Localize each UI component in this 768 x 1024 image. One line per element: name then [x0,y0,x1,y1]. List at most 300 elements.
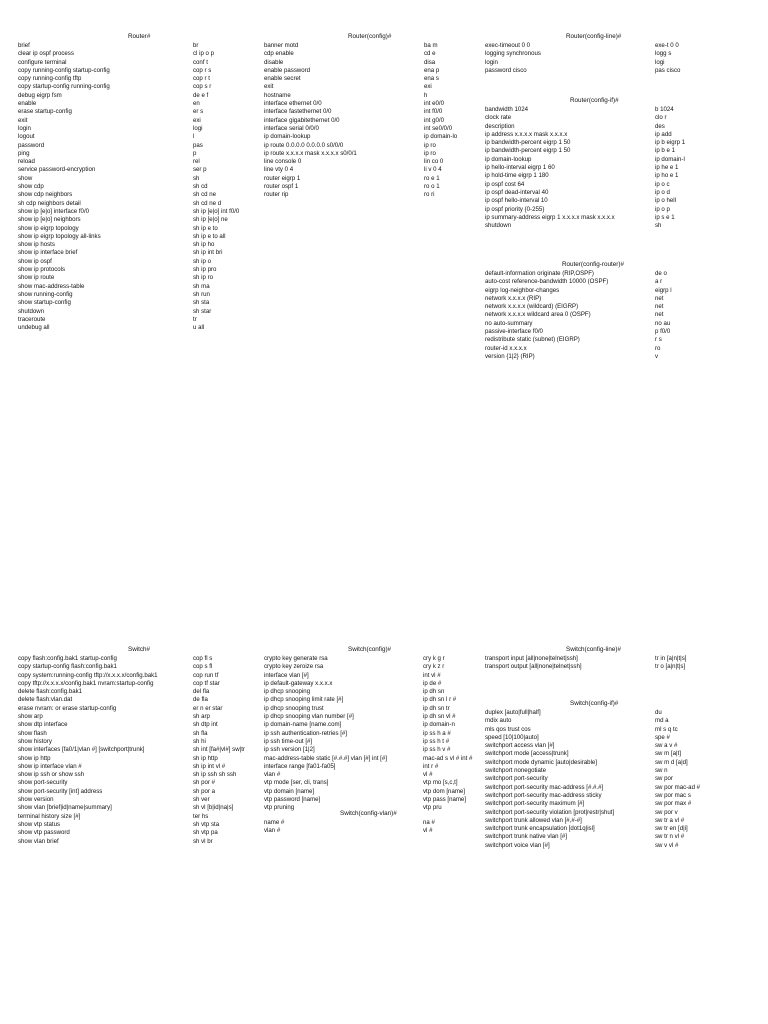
command-abbreviation: sh [193,174,200,182]
command-row [485,59,735,67]
command-text: show ip [e|o] neighbors [18,216,81,224]
command-abbreviation: ip ro [424,141,436,149]
command-abbreviation: l [193,133,195,141]
command-row [18,813,263,821]
command-abbreviation: b 1024 [655,106,674,113]
command-text: show cdp neighbors [18,191,73,199]
command-row [264,827,484,835]
command-row [18,788,263,796]
command-row [18,150,258,158]
command-abbreviation: sw m [a|t] [655,750,681,758]
command-row [264,746,484,754]
command-abbreviation: sh int [fa#|vl#] sw|tr [193,746,245,754]
command-abbreviation: sh [655,222,662,230]
command-row [264,42,484,50]
command-text: copy system:running-config tftp://x.x.x.x/config.bak1 [18,671,158,679]
command-row [18,730,263,738]
command-text: ip bandwidth-percent eigrp 1 50 [485,147,571,155]
command-row [18,200,258,208]
command-text: disable [264,58,284,66]
command-row [264,100,484,108]
command-list [18,42,258,332]
command-row [485,278,735,286]
command-row [18,133,258,141]
command-abbreviation: vtp pass [name] [423,796,467,804]
command-abbreviation: sh fla [193,729,208,737]
command-row [485,50,735,58]
command-abbreviation: de e f [193,91,209,99]
command-abbreviation: ip de # [423,679,442,687]
command-text: ip domain-name [name.com] [264,721,342,729]
command-text: ip hello-interval eigrp 1 60 [485,164,555,172]
command-abbreviation: sh ip pro [193,266,217,274]
command-abbreviation: ip ss h t # [423,737,450,745]
command-row [264,779,484,787]
command-abbreviation: ena s [424,75,439,83]
command-row [264,730,484,738]
command-text: crypto key zeroize rsa [264,663,324,671]
command-text: clock rate [485,114,512,122]
command-row [485,114,735,122]
command-abbreviation: logi [193,124,203,132]
command-row [264,75,484,83]
command-abbreviation: tr o [a|n|t|s] [655,663,686,671]
command-abbreviation: ip domain-l [655,155,685,163]
command-row [18,142,258,150]
command-abbreviation: h [424,91,428,99]
command-text: switchport mode [access|trunk] [485,750,569,758]
command-list [264,42,484,200]
command-text: ip ospf cost 64 [485,180,525,188]
command-text: show vlan brief [18,837,59,845]
command-text: shutdown [485,222,512,230]
command-text: copy startup-config flash:config.bak1 [18,663,117,671]
command-text: show vlan [brief|id|name|summary] [18,804,112,812]
command-abbreviation: vl # [423,771,433,779]
command-row [264,191,484,199]
command-row [18,324,258,332]
command-text: configure terminal [18,58,67,66]
command-abbreviation: li v 0 4 [424,166,442,174]
command-abbreviation: sh por # [193,779,216,787]
command-abbreviation: exi [193,116,201,124]
command-text: exec-timeout 0 0 [485,42,531,49]
command-text: show ip ssh or show ssh [18,771,85,779]
command-text: show flash [18,729,47,737]
command-text: interface vlan [#] [264,671,309,679]
command-text: show running-config [18,290,73,298]
command-abbreviation: ip ho e 1 [655,172,679,180]
command-abbreviation: sh por a [193,787,216,795]
command-list [264,655,484,813]
command-text: show arp [18,713,43,721]
command-row [485,206,735,214]
command-text: show ip ospf [18,257,52,265]
command-text: show ip protocols [18,266,66,274]
command-abbreviation: ip s e 1 [655,213,675,221]
command-text: ip default-gateway x.x.x.x [264,679,333,687]
command-row [485,775,735,783]
command-abbreviation: sh ip e to [193,224,218,232]
command-row [264,150,484,158]
command-abbreviation: sw tr n vl # [655,833,685,841]
command-abbreviation: sh ip o [193,257,211,265]
command-abbreviation: cry k z r [423,663,445,671]
command-abbreviation: no au [655,319,671,327]
section-title: Router(config)# [348,33,392,40]
command-text: description [485,122,515,130]
command-text: ip ospf priority {0-255} [485,205,545,213]
command-row [264,688,484,696]
command-text: show dtp interface [18,721,68,729]
command-row [485,295,735,303]
command-abbreviation: ip domain-lo [424,133,458,141]
command-abbreviation: sw m d [a|d] [655,758,688,766]
command-row [264,142,484,150]
command-row [18,208,258,216]
section-title: Router(config-line)# [566,33,622,40]
command-row [264,713,484,721]
section-title: Switch(config-if)# [570,700,619,707]
command-row [485,663,735,671]
command-row [264,125,484,133]
command-row [485,106,735,114]
command-list [485,655,735,672]
command-abbreviation: sh arp [193,713,210,721]
command-abbreviation: ip ss h v # [423,746,451,754]
section-title: Switch(config-line)# [566,646,621,653]
command-abbreviation: de fla [193,696,208,704]
section-title: Router# [128,33,151,40]
command-row [264,158,484,166]
command-text: switchport port-security [485,775,548,783]
command-abbreviation: int f0/0 [424,108,443,116]
command-row [485,189,735,197]
command-text: switchport nonegotiate [485,767,546,775]
command-text: enable password [264,66,311,74]
command-text: vtp password [name] [264,796,321,804]
command-text: enable secret [264,75,301,83]
command-abbreviation: ro ri [424,191,435,199]
command-abbreviation: tr in [a|n|t|s] [655,655,687,662]
command-row [485,759,735,767]
command-text: interface ethernet 0/0 [264,100,322,108]
command-text: sh cdp neighbors detail [18,199,81,207]
command-abbreviation: sw por max # [655,800,692,808]
command-text: interface serial 0/0/0 [264,124,319,132]
command-abbreviation: a r [655,278,663,286]
command-abbreviation: exe-t 0 0 [655,42,679,49]
command-abbreviation: vtp dom [name] [423,787,465,795]
command-row [485,833,735,841]
command-abbreviation: u all [193,324,205,332]
command-text: switchport port-security violation [prot|restr|shut] [485,808,615,816]
command-row [485,123,735,131]
command-abbreviation: md a [655,717,669,725]
command-abbreviation: sw por v [655,808,678,816]
command-row [264,705,484,713]
command-abbreviation: ser p [193,166,207,174]
command-abbreviation: sw por mac s [655,791,691,799]
command-text: delete flash:config.bak1 [18,688,83,696]
section-title: Switch# [128,646,151,653]
command-row [485,320,735,328]
command-text: show history [18,737,52,745]
command-text: ip bandwidth-percent eigrp 1 50 [485,139,571,147]
command-text: ip domain-lookup [264,133,311,141]
command-text: bandwidth 1024 [485,106,529,113]
command-abbreviation: sw tr en [d|i] [655,825,688,833]
command-abbreviation: ml s q tc [655,725,678,733]
command-row [18,183,258,191]
command-text: show port-security [18,779,68,787]
command-row [18,50,258,58]
command-row [485,655,735,663]
command-list [485,709,735,850]
command-text: ip ssh version [1|2] [264,746,315,754]
command-abbreviation: ip domain-n [423,721,455,729]
command-abbreviation: du [655,709,662,716]
command-text: switchport voice vlan [#] [485,841,550,849]
command-row [264,108,484,116]
command-abbreviation: sh vl [b|id|na|s] [193,804,234,812]
command-abbreviation: vtp mo [s,c,t] [423,779,458,787]
command-abbreviation: ip he e 1 [655,164,679,172]
command-row [485,270,735,278]
command-row [485,303,735,311]
command-row [485,164,735,172]
command-abbreviation: ip o c [655,180,670,188]
command-row [264,175,484,183]
command-text: ip address x.x.x.x mask x.x.x.x [485,130,568,138]
command-abbreviation: ip dh sn vl # [423,713,456,721]
command-row [264,655,484,663]
command-text: show ip eigrp topology [18,224,79,232]
command-text: ip dhcp snooping trust [264,704,324,712]
command-text: ip route 0.0.0.0 0.0.0.0 s0/0/0 [264,141,344,149]
command-text: banner motd [264,42,299,49]
command-abbreviation: spe # [655,733,670,741]
command-row [485,817,735,825]
command-abbreviation: exi [424,83,432,91]
command-row [485,726,735,734]
command-text: router-id x.x.x.x [485,344,527,352]
command-abbreviation: int e0/0 [424,100,444,108]
command-text: switchport trunk encapsulation [dot1q|isl] [485,825,595,833]
command-abbreviation: sh ip int vl # [193,762,226,770]
command-text: brief [18,42,30,49]
command-abbreviation: ip ss h a # [423,729,451,737]
command-text: show mac-address-table [18,282,85,290]
command-abbreviation: er n er star [193,704,223,712]
command-text: exit [264,83,274,91]
command-abbreviation: sh ip e to all [193,232,226,240]
command-abbreviation: int g0/0 [424,116,444,124]
command-text: show ip interface vlan # [18,762,82,770]
command-row [18,763,263,771]
command-abbreviation: sh star [193,307,212,315]
command-text: ip ospf hello-interval 10 [485,197,548,205]
command-row [18,191,258,199]
command-abbreviation: p f0/0 [655,328,671,336]
command-row [18,42,258,50]
command-text: transport output [all|none|telnet|ssh] [485,663,582,671]
command-row [264,755,484,763]
command-abbreviation: er s [193,108,204,116]
command-row [18,755,263,763]
command-abbreviation: del fla [193,688,210,696]
command-abbreviation: sh vtp sta [193,820,220,828]
command-abbreviation: pas [193,141,203,149]
command-abbreviation: cop r s [193,66,212,74]
command-text: copy startup-config running-config [18,83,110,91]
command-row [18,75,258,83]
command-text: interface fastethernet 0/0 [264,108,332,116]
command-text: reload [18,158,35,166]
command-text: interface gigabitethernet 0/0 [264,116,340,124]
command-abbreviation: cry k g r [423,655,445,662]
command-text: show startup-config [18,299,71,307]
command-text: mdix auto [485,717,512,725]
command-text: debug eigrp fsm [18,91,62,99]
command-row [18,696,263,704]
command-text: terminal history size [#] [18,812,81,820]
command-row [18,67,258,75]
command-text: switchport port-security mac-address sticky [485,791,602,799]
command-row [264,771,484,779]
command-abbreviation: int r # [423,762,439,770]
command-row [264,763,484,771]
command-text: speed [10|100|auto] [485,733,539,741]
command-row [18,117,258,125]
command-row [264,133,484,141]
command-row [18,283,258,291]
command-row [18,158,258,166]
command-row [485,197,735,205]
command-row [18,655,263,663]
command-row [18,746,263,754]
command-row [18,738,263,746]
command-abbreviation: sh vtp pa [193,829,218,837]
command-text: default-information originate (RIP,OSPF) [485,270,594,277]
command-row [18,59,258,67]
command-text: show cdp [18,183,44,191]
command-row [18,241,258,249]
command-text: exit [18,116,28,124]
command-row [485,336,735,344]
command-abbreviation: sw por [655,775,673,783]
command-abbreviation: sh sta [193,299,210,307]
command-abbreviation: sh ip ssh sh ssh [193,771,237,779]
command-text: network x.x.x.x (RIP) [485,294,542,302]
command-abbreviation: cop run tf [193,671,219,679]
command-row [485,42,735,50]
command-text: shutdown [18,307,45,315]
command-abbreviation: ip o d [655,188,670,196]
command-abbreviation: sh ip ro [193,274,213,282]
command-text: router rip [264,191,289,199]
command-row [485,750,735,758]
command-row [485,792,735,800]
command-row [485,222,735,230]
command-abbreviation: ro [655,344,661,352]
command-abbreviation: sw n [655,767,668,775]
command-text: ip dhcp snooping [264,688,311,696]
command-row [485,734,735,742]
command-row [264,721,484,729]
command-text: enable [18,100,37,108]
command-text: switchport trunk allowed vlan [#,#-#] [485,816,582,824]
command-abbreviation: cop fl s [193,655,213,662]
command-row [18,838,263,846]
command-abbreviation: ip b e 1 [655,147,675,155]
command-abbreviation: sw tr a vl # [655,816,685,824]
command-text: no auto-summary [485,319,533,327]
command-text: show ip interface brief [18,249,78,257]
command-row [264,166,484,174]
command-text: show vtp password [18,829,70,837]
command-row [485,181,735,189]
command-row [485,328,735,336]
command-text: erase startup-config [18,108,72,116]
command-text: vtp domain [name] [264,787,315,795]
command-text: show interfaces [fa0/1|vlan #] [switchport|trunk] [18,746,145,754]
command-text: switchport port-security mac-address [#.#.#] [485,783,604,791]
command-abbreviation: sh cd [193,183,208,191]
command-text: logout [18,133,35,141]
command-text: vtp pruning [264,804,295,812]
command-abbreviation: sh run [193,290,210,298]
command-text: show [18,174,33,182]
command-abbreviation: net [655,294,664,302]
command-abbreviation: sh ip ho [193,241,215,249]
command-row [485,139,735,147]
command-abbreviation: ip o hell [655,197,677,205]
command-text: redistribute static (subnet) (EIGRP) [485,336,580,344]
command-text: transport input [all|none|telnet|ssh] [485,655,578,662]
command-text: ip ssh time-out [#] [264,737,313,745]
command-row [18,233,258,241]
command-text: password cisco [485,66,527,74]
command-row [18,258,258,266]
command-row [18,680,263,688]
command-abbreviation: sh ip [e|o] ne [193,216,228,224]
command-text: duplex [auto|full|half] [485,709,541,716]
command-row [264,672,484,680]
command-abbreviation: ena p [424,66,440,74]
command-row [485,214,735,222]
command-text: delete flash:vlan.dat [18,696,73,704]
command-row [264,788,484,796]
command-text: hostname [264,91,291,99]
command-row [18,796,263,804]
command-abbreviation: sh ip http [193,754,218,762]
command-text: network x.x.x.x (wildcard) (EIGRP) [485,303,579,311]
command-abbreviation: int se0/0/0 [424,124,453,132]
command-abbreviation: ip dh sn l r # [423,696,457,704]
command-list [485,106,735,230]
command-text: show ip http [18,754,51,762]
command-text: ip ospf dead-interval 40 [485,188,549,196]
command-row [18,771,263,779]
command-abbreviation: mac-ad s vl # int # [423,754,473,762]
command-row [18,804,263,812]
command-row [485,287,735,295]
command-row [18,316,258,324]
command-abbreviation: sh vl br [193,837,213,845]
command-abbreviation: rel [193,158,200,166]
command-text: network x.x.x.x wildcard area 0 (OSPF) [485,311,591,319]
